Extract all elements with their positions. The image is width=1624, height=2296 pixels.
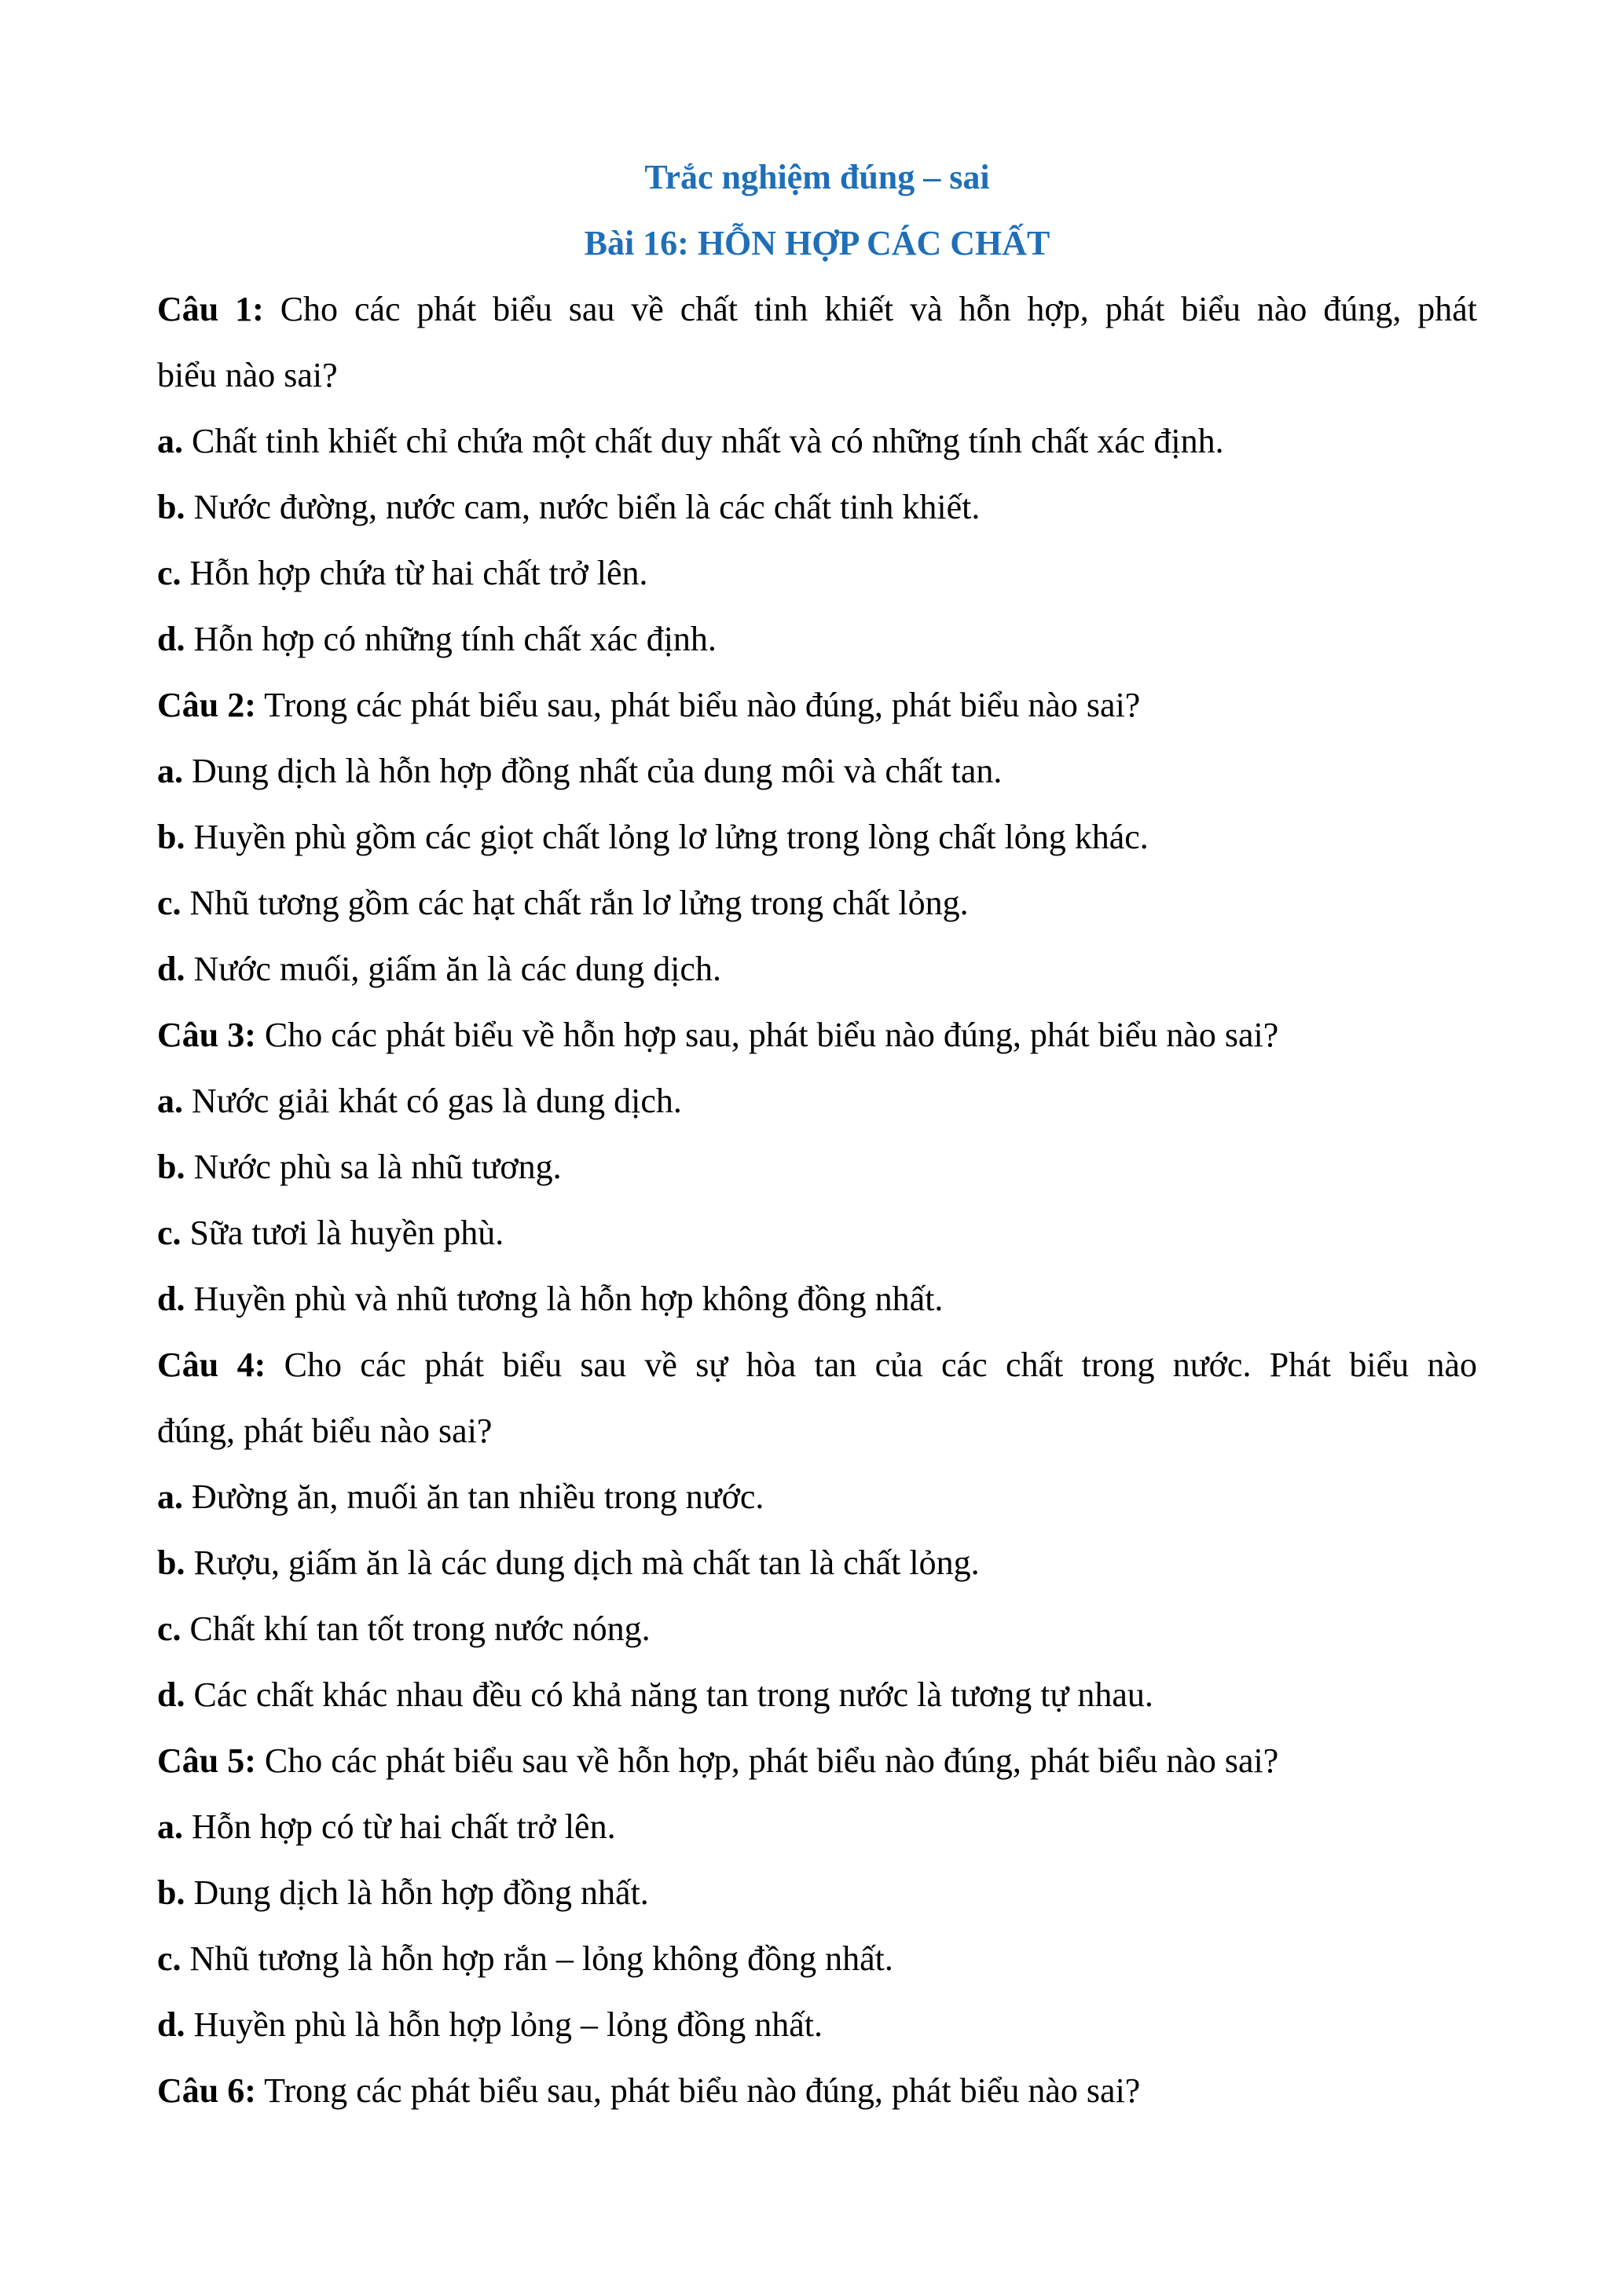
question-1-stem	[157, 276, 1477, 342]
question-2-option-a: a. Dung dịch là hỗn hợp đồng nhất của dung môi và chất tan.	[157, 752, 1003, 790]
question-4-number: Câu 4:	[157, 1346, 266, 1384]
document-title: Trắc nghiệm đúng – sai	[644, 158, 990, 196]
question-4-option-a: a. Đường ăn, muối ăn tan nhiều trong nước.	[157, 1478, 764, 1516]
question-4-option-b: b. Rượu, giấm ăn là các dung dịch mà chất tan là chất lỏng.	[157, 1543, 980, 1582]
question-6-number: Câu 6:	[157, 2071, 256, 2110]
question-3-stem	[157, 1002, 1477, 1068]
question-1-stem-continued: biểu nào sai?	[157, 356, 338, 394]
question-3-option-d: d. Huyền phù và nhũ tương là hỗn hợp không đồng nhất.	[157, 1280, 944, 1318]
question-2-number: Câu 2:	[157, 686, 256, 724]
question-5-option-d: d. Huyền phù là hỗn hợp lỏng – lỏng đồng nhất.	[157, 2005, 823, 2044]
document-page	[157, 0, 1477, 2296]
question-4-option-c: c. Chất khí tan tốt trong nước nóng.	[157, 1609, 651, 1648]
question-3	[157, 1002, 1477, 1332]
question-1	[157, 276, 1477, 672]
question-3-option-a: a. Nước giải khát có gas là dung dịch.	[157, 1082, 682, 1120]
question-6-text: Trong các phát biểu sau, phát biểu nào đúng, phát biểu nào sai?	[255, 2071, 1141, 2110]
question-5-option-a: a. Hỗn hợp có từ hai chất trở lên.	[157, 1807, 616, 1846]
question-4	[157, 1332, 1477, 1728]
question-1-option-d: d. Hỗn hợp có những tính chất xác định.	[157, 620, 717, 658]
question-2-stem	[157, 672, 1477, 738]
question-5-stem	[157, 1728, 1477, 1794]
question-1-number: Câu 1:	[157, 290, 264, 328]
question-3-text: Cho các phát biểu về hỗn hợp sau, phát biểu nào đúng, phát biểu nào sai?	[255, 1016, 1279, 1054]
question-4-stem-continued: đúng, phát biểu nào sai?	[157, 1412, 493, 1450]
question-4-stem	[157, 1332, 1477, 1398]
question-2-text: Trong các phát biểu sau, phát biểu nào đúng, phát biểu nào sai?	[255, 686, 1141, 724]
question-5-option-c: c. Nhũ tương là hỗn hợp rắn – lỏng không đồng nhất.	[157, 1939, 893, 1978]
question-5-number: Câu 5:	[157, 1741, 256, 1780]
question-5-text: Cho các phát biểu sau về hỗn hợp, phát biểu nào đúng, phát biểu nào sai?	[255, 1741, 1279, 1780]
question-5-option-b: b. Dung dịch là hỗn hợp đồng nhất.	[157, 1873, 649, 1912]
question-6-stem	[157, 2058, 1477, 2124]
question-1-option-b: b. Nước đường, nước cam, nước biển là các chất tinh khiết.	[157, 488, 981, 526]
question-2	[157, 672, 1477, 1002]
question-1-text: Cho các phát biểu sau về chất tinh khiết và hỗn hợp, phát biểu nào đúng, phát	[263, 290, 1477, 328]
question-3-number: Câu 3:	[157, 1016, 256, 1054]
question-list	[157, 276, 1477, 2124]
lesson-title: Bài 16: HỖN HỢP CÁC CHẤT	[584, 224, 1050, 262]
question-6	[157, 2058, 1477, 2124]
question-5	[157, 1728, 1477, 2058]
question-4-option-d: d. Các chất khác nhau đều có khả năng tan trong nước là tương tự nhau.	[157, 1675, 1153, 1714]
question-1-option-a: a. Chất tinh khiết chỉ chứa một chất duy nhất và có những tính chất xác định.	[157, 422, 1224, 460]
question-2-option-b: b. Huyền phù gồm các giọt chất lỏng lơ lửng trong lòng chất lỏng khác.	[157, 818, 1149, 856]
question-1-option-c: c. Hỗn hợp chứa từ hai chất trở lên.	[157, 554, 648, 592]
question-3-option-b: b. Nước phù sa là nhũ tương.	[157, 1148, 562, 1186]
question-3-option-c: c. Sữa tươi là huyền phù.	[157, 1214, 504, 1252]
question-4-text: Cho các phát biểu sau về sự hòa tan của các chất trong nước. Phát biểu nào	[266, 1346, 1477, 1384]
question-2-option-c: c. Nhũ tương gồm các hạt chất rắn lơ lửng trong chất lỏng.	[157, 884, 969, 922]
question-2-option-d: d. Nước muối, giấm ăn là các dung dịch.	[157, 950, 721, 988]
